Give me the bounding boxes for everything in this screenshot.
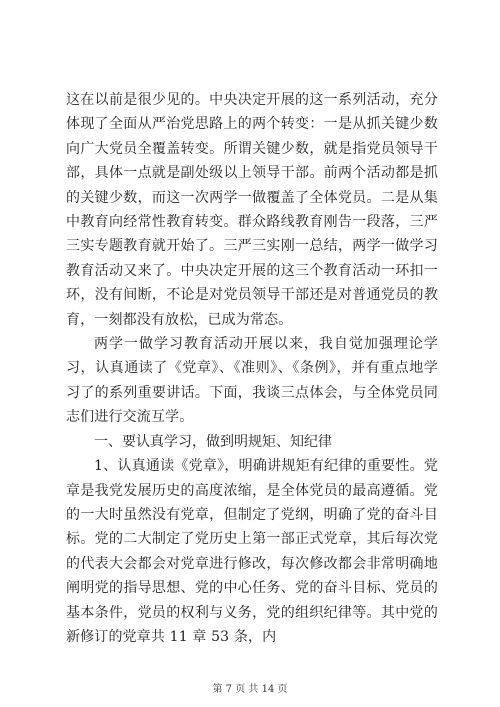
paragraph-study-overview: 两学一做学习教育活动开展以来，我自觉加强理论学习，认真通读了《党章》、《准则》、《条例》，并有重点地学习了的系列重要讲话。下面，我谈三点体会，与全体党员同志们进行交流互学。 (66, 336, 438, 426)
page-footer: 第 7 页 共 14 页 (212, 684, 288, 695)
document-body (66, 88, 438, 649)
section-heading-1: 一、要认真学习，做到明规矩、知纪律 (94, 433, 332, 450)
paragraph-party-constitution: 1、认真通读《党章》，明确讲规矩有纪律的重要性。党章是我党发展历史的高度浓缩，是全体党员的最高遵循。党的一大时虽然没有党章，但制定了党纲，明确了党的奋斗目标。党的二大制定了党历史上第一部正式党章，其后每次党的代表大会都会对党章进行修改，每次修改都会非常明确地阐明党的指导思想、党的中心任务、党的奋斗目标、党员的基本条件，党员的权利与义务，党的组织纪律等。其中党的新修订的党章共 11 章 53 条，内 (66, 458, 438, 645)
paragraph-continued: 这在以前是很少见的。中央决定开展的这一系列活动，充分体现了全面从严治党思路上的两个转变：一是从抓关键少数向广大党员全覆盖转变。所谓关键少数，就是指党员领导干部，具体一点就是副处级以上领导干部。前两个活动都是抓的关键少数，而这一次两学一做覆盖了全体党员。二是从集中教育向经常性教育转变。群众路线教育刚告一段落，三严三实专题教育就开始了。三严三实刚一总结，两学一做学习教育活动又来了。中央决定开展的这三个教育活动一环扣一环，没有间断，不论是对党员领导干部还是对普通党员的教育，一刻都没有放松，已成为常态。 (66, 92, 438, 328)
